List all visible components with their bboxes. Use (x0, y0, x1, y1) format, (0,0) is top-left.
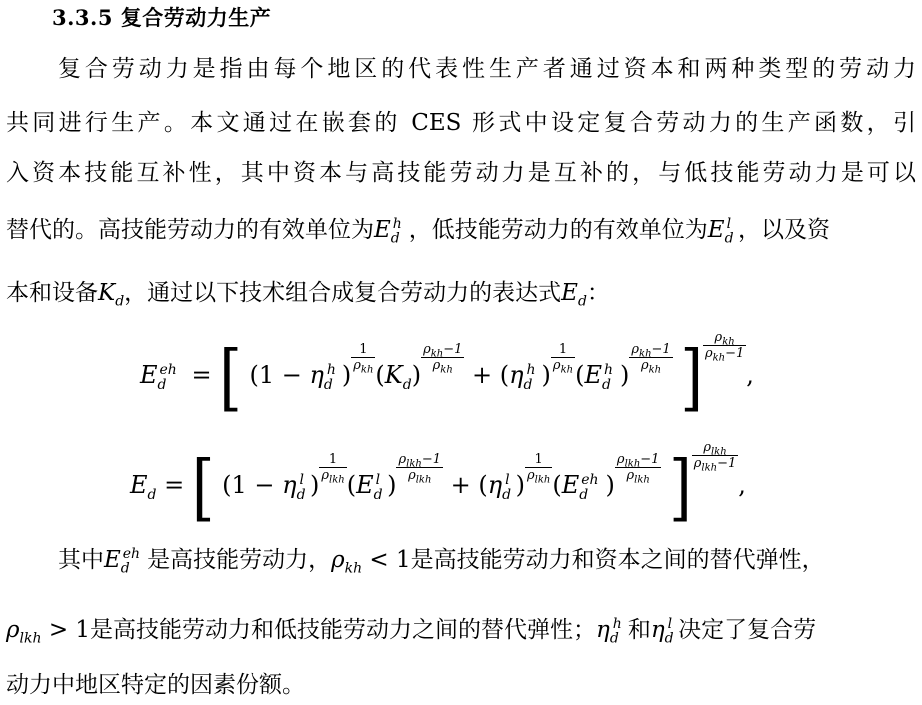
text-segment: > 1是高技能劳动力和低技能劳动力之间的替代弹性； (41, 617, 597, 643)
text-segment: 是高技能劳动力， (147, 547, 332, 573)
text-segment: 替代的。高技能劳动力的有效单位为 (6, 217, 374, 243)
paragraph-2-line-1 (58, 545, 916, 575)
text-segment: < 1是高技能劳动力和资本之间的替代弹性， (362, 547, 825, 573)
paragraph-1-line-5 (6, 278, 916, 308)
paragraph-1-line-3: 入资本技能互补性，其中资本与高技能劳动力是互补的，与低技能劳动力是可以 (6, 160, 916, 186)
text-segment: 其中 (58, 547, 104, 573)
section-heading: 3.3.5 复合劳动力生产 (52, 5, 272, 30)
text-segment: ，通过以下技术组合成复合劳动力的表达式 (124, 280, 562, 306)
math-rho-kh: $\rho_{kh}$ (331, 547, 363, 577)
math-e-d: $E_d$ (561, 280, 587, 310)
math-e-d-eh: $E_d^{eh}$ (104, 546, 141, 577)
text-segment: 本和设备 (6, 280, 98, 306)
paragraph-2-line-3: 动力中地区特定的因素份额。 (6, 672, 305, 698)
equation-1-comma: , (746, 361, 754, 389)
paragraph-1-line-1: 复合劳动力是指由每个地区的代表性生产者通过资本和两种类型的劳动力 (58, 56, 916, 82)
math-e-d-h: $E_d^h$ (374, 216, 402, 247)
text-segment: ： (586, 280, 610, 306)
text-segment: 决定了复合劳 (678, 617, 817, 643)
math-k-d: $K_d$ (98, 280, 125, 310)
equation-1: $E_d^{eh}$ = [ ($1 - \eta_d^h$ ) $\frac{1}{\rho_{kh}}$ $(K_d)$ $\frac{\rho_{kh}-1}{\rho_{kh}}$ + ($\eta_d^h$ ) $\frac{1}{\rho_{kh}}$ ($E_d^h$ ) $\frac{\rho_{kh}-1}{\rho_{kh}}$ ] $\frac{\rho_{kh}}{\rho_{kh}-1}$ , (140, 330, 754, 419)
math-eta-d-l: $\eta_d^l$ (650, 616, 674, 647)
math-e-d-l: $E_d^l$ (707, 216, 734, 247)
math-eta-d-h: $\eta_d^h$ (596, 616, 622, 647)
paragraph-2-line-2 (6, 615, 916, 645)
equation-2: $E_d$ = [ ($1 - \eta_d^l$ ) $\frac{1}{\rho_{lkh}}$ ($E_d^l$ ) $\frac{\rho_{lkh}-1}{\rho_{lkh}}$ + ($\eta_d^l$ ) $\frac{1}{\rho_{lkh}}$ ($E_d^{eh}$ ) $\frac{\rho_{lkh}-1}{\rho_{lkh}}$ ] $\frac{\rho_{lkh}}{\rho_{lkh}-1}$ , (130, 440, 746, 529)
text-segment: ，以及资 (738, 217, 831, 243)
paragraph-1-line-4 (6, 215, 916, 245)
text-segment: ，低技能劳动力的有效单位为 (408, 217, 708, 243)
equation-2-comma: , (738, 471, 746, 499)
math-rho-lkh: $\rho_{lkh}$ (6, 617, 42, 647)
paragraph-1-line-2: 共同进行生产。本文通过在嵌套的 CES 形式中设定复合劳动力的生产函数，引 (6, 110, 916, 136)
text-segment: 和 (627, 617, 651, 643)
